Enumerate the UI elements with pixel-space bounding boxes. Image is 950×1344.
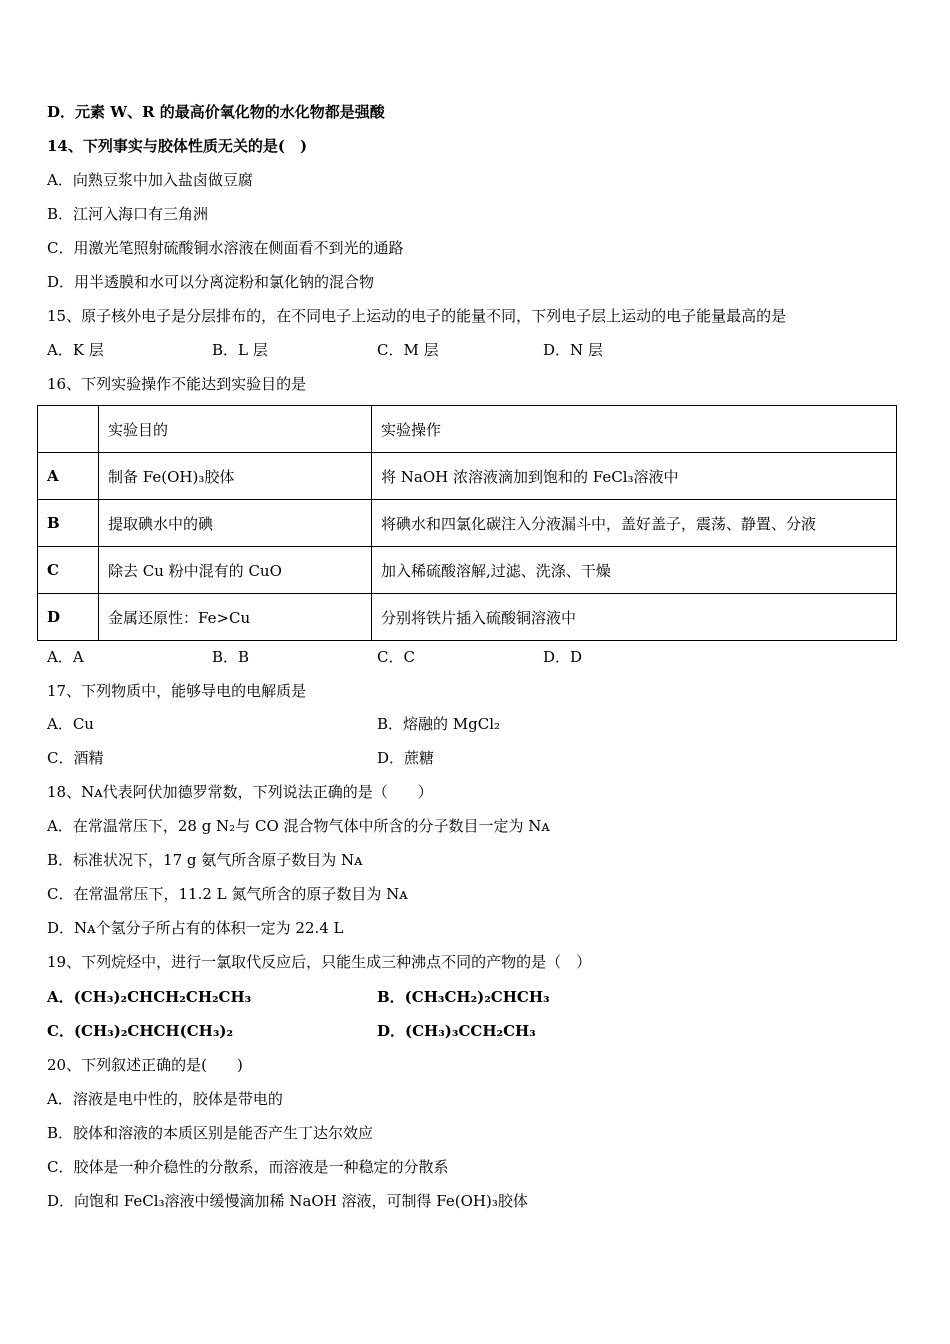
q15-option-b: B．L 层 [212,341,268,359]
q19-option-b: B．(CH₃CH₂)₂CHCH₃ [377,988,550,1006]
row-operation: 分别将铁片插入硫酸铜溶液中 [372,594,897,641]
table-row [38,500,897,547]
row-purpose: 制备 Fe(OH)₃胶体 [99,453,372,500]
q18-option-d: D．Nᴀ个氢分子所占有的体积一定为 22.4 L [47,919,344,937]
table-cell-empty [38,406,99,453]
q19-option-c: C．(CH₃)₂CHCH(CH₃)₂ [47,1022,234,1040]
q20-option-c: C．胶体是一种介稳性的分散系，而溶液是一种稳定的分散系 [47,1158,449,1176]
q14-option-c: C．用激光笔照射硫酸铜水溶液在侧面看不到光的通路 [47,239,404,257]
q20-stem: 20、下列叙述正确的是( ) [47,1056,243,1074]
q15-stem: 15、原子核外电子是分层排布的，在不同电子上运动的电子的能量不同，下列电子层上运动的电子能量最高的是 [47,307,787,325]
q18-stem: 18、Nᴀ代表阿伏加德罗常数，下列说法正确的是（ ） [47,783,433,801]
q17-option-b: B．熔融的 MgCl₂ [377,715,501,733]
row-purpose: 提取碘水中的碘 [99,500,372,547]
q15-option-d: D．N 层 [543,341,603,359]
q16-option-b: B．B [212,648,250,666]
q18-option-c: C．在常温常压下，11.2 L 氮气所含的原子数目为 Nᴀ [47,885,408,903]
q16-stem: 16、下列实验操作不能达到实验目的是 [47,375,307,393]
row-label: C [38,547,99,594]
q19-stem: 19、下列烷烃中，进行一氯取代反应后，只能生成三种沸点不同的产物的是（ ） [47,953,592,971]
q17-stem: 17、下列物质中，能够导电的电解质是 [47,682,307,700]
q16-option-a: A．A [47,648,84,666]
q20-option-a: A．溶液是电中性的，胶体是带电的 [47,1090,283,1108]
q17-option-d: D．蔗糖 [377,749,435,767]
q13-option-d: D．元素 W、R 的最高价氧化物的水化物都是强酸 [47,103,385,121]
row-operation: 将碘水和四氯化碳注入分液漏斗中，盖好盖子，震荡、静置、分液 [372,500,897,547]
row-purpose: 金属还原性：Fe>Cu [99,594,372,641]
table-header-operation: 实验操作 [372,406,897,453]
row-operation: 将 NaOH 浓溶液滴加到饱和的 FeCl₃溶液中 [372,453,897,500]
q19-option-a: A．(CH₃)₂CHCH₂CH₂CH₃ [47,988,252,1006]
q16-option-d: D．D [543,648,583,666]
q19-option-d: D．(CH₃)₃CCH₂CH₃ [377,1022,536,1040]
q18-option-b: B．标准状况下，17 g 氨气所含原子数目为 Nᴀ [47,851,363,869]
row-label: B [38,500,99,547]
q20-option-d: D．向饱和 FeCl₃溶液中缓慢滴加稀 NaOH 溶液，可制得 Fe(OH)₃胶体 [47,1192,528,1210]
table-row [38,453,897,500]
row-label: A [38,453,99,500]
q14-option-b: B．江河入海口有三角洲 [47,205,209,223]
table-header-row [38,406,897,453]
q17-option-a: A．Cu [47,715,94,733]
q14-option-a: A．向熟豆浆中加入盐卤做豆腐 [47,171,253,189]
q14-stem: 14、下列事实与胶体性质无关的是( ) [47,137,308,155]
q15-option-c: C．M 层 [377,341,439,359]
q15-option-a: A．K 层 [47,341,104,359]
row-purpose: 除去 Cu 粉中混有的 CuO [99,547,372,594]
table-header-purpose: 实验目的 [99,406,372,453]
q20-option-b: B．胶体和溶液的本质区别是能否产生丁达尔效应 [47,1124,374,1142]
table-row [38,594,897,641]
table-row [38,547,897,594]
experiment-table [37,405,897,641]
q17-option-c: C．酒精 [47,749,104,767]
q14-option-d: D．用半透膜和水可以分离淀粉和氯化钠的混合物 [47,273,375,291]
row-operation: 加入稀硫酸溶解,过滤、洗涤、干燥 [372,547,897,594]
q18-option-a: A．在常温常压下，28 g N₂与 CO 混合物气体中所含的分子数目一定为 Nᴀ [47,817,550,835]
row-label: D [38,594,99,641]
q16-option-c: C．C [377,648,415,666]
